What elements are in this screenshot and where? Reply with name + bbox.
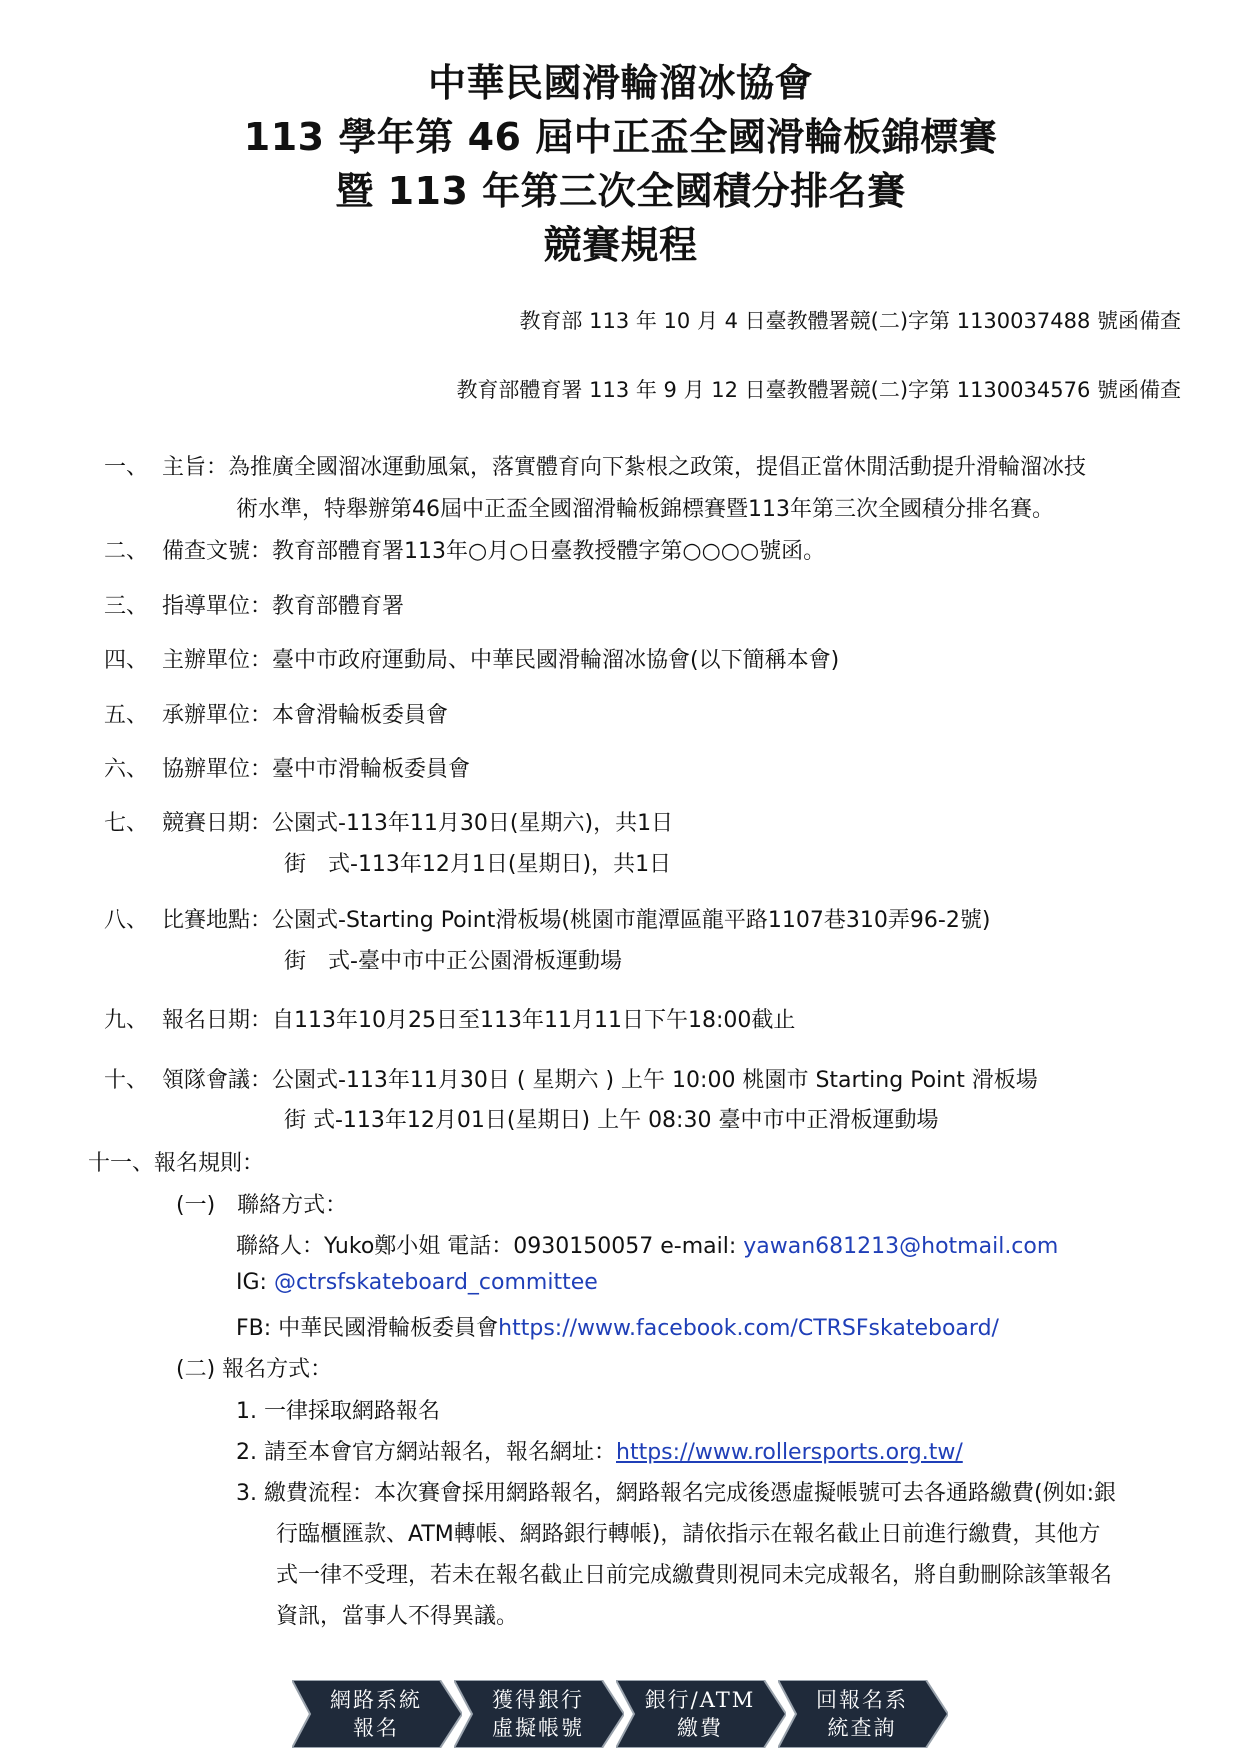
contact-line — [236, 1229, 1058, 1260]
title-line-3: 暨 113 年第三次全國積分排名賽 — [335, 169, 906, 213]
section-6-text: 協辦單位：臺中市滑輪板委員會 — [162, 757, 471, 782]
title-line-1: 中華民國滑輪溜冰協會 — [427, 61, 813, 105]
section-11-heading: 十一、報名規則： — [88, 1151, 265, 1176]
registration-item-2-text: 2. 請至本會官方網站報名，報名網址： — [236, 1440, 616, 1465]
payment-flow-diagram — [292, 1680, 972, 1748]
contact-text: 聯絡人：Yuko鄭小姐 電話：0930150057 e-mail: — [236, 1234, 744, 1259]
flow-step-4-label: 回報名系 統查詢 — [816, 1688, 908, 1740]
section-5-text: 承辦單位：本會滑輪板委員會 — [162, 703, 449, 728]
reference-2: 教育部體育署 113 年 9 月 12 日臺教體署競(二)字第 1130034576 號函備查 — [456, 378, 1181, 402]
section-8-number: 八、 — [104, 908, 149, 933]
registration-item-1: 1. 一律採取網路報名 — [236, 1399, 440, 1424]
email-link[interactable]: yawan681213@hotmail.com — [743, 1234, 1059, 1259]
section-7-text-cont: 街 式-113年12月1日(星期日)，共1日 — [284, 852, 672, 877]
fb-link[interactable]: https://www.facebook.com/CTRSFskateboard/ — [498, 1316, 999, 1341]
flow-step-2-label: 獲得銀行 虛擬帳號 — [492, 1688, 584, 1740]
registration-method-heading: (二) 報名方式： — [176, 1357, 333, 1382]
section-1-text-cont: 術水準，特舉辦第46屆中正盃全國溜滑輪板錦標賽暨113年第三次全國積分排名賽。 — [236, 497, 1054, 522]
registration-item-3-cont-3: 資訊，當事人不得異議。 — [276, 1604, 519, 1629]
section-4-text: 主辦單位：臺中市政府運動局、中華民國滑輪溜冰協會(以下簡稱本會) — [162, 648, 840, 673]
registration-item-3-cont-2: 式一律不受理，若未在報名截止日前完成繳費則視同未完成報名，將自動刪除該筆報名 — [276, 1563, 1113, 1588]
section-3-number: 三、 — [104, 594, 149, 619]
ig-link[interactable]: @ctrsfskateboard_committee — [273, 1270, 598, 1295]
section-9-text: 報名日期：自113年10月25日至113年11月11日下午18:00截止 — [162, 1008, 796, 1033]
section-1-number: 一、 — [104, 455, 149, 480]
section-3-text: 指導單位：教育部體育署 — [162, 594, 405, 619]
fb-label: FB: 中華民國滑輪板委員會 — [236, 1316, 499, 1341]
section-7-number: 七、 — [104, 811, 149, 836]
registration-item-3-cont-1: 行臨櫃匯款、ATM轉帳、網路銀行轉帳)，請依指示在報名截止日前進行繳費，其他方 — [276, 1522, 1101, 1547]
title-line-4: 競賽規程 — [543, 223, 698, 267]
flow-step-1-label: 網路系統 報名 — [330, 1688, 422, 1740]
section-5-number: 五、 — [104, 703, 149, 728]
section-10-text: 領隊會議：公園式-113年11月30日 ( 星期六 ) 上午 10:00 桃園市 Starting Point 滑板場 — [162, 1068, 1038, 1093]
section-9-number: 九、 — [104, 1008, 149, 1033]
reference-1: 教育部 113 年 10 月 4 日臺教體署競(二)字第 1130037488 號函備查 — [519, 309, 1181, 333]
fb-line — [236, 1311, 999, 1342]
document-title — [0, 56, 1241, 272]
section-8-text-cont: 街 式-臺中市中正公園滑板運動場 — [284, 949, 622, 974]
section-2-text: 備查文號：教育部體育署113年○月○日臺教授體字第○○○○號函。 — [162, 539, 826, 564]
flow-step-4 — [778, 1680, 948, 1748]
section-7-text: 競賽日期：公園式-113年11月30日(星期六)，共1日 — [162, 811, 674, 836]
registration-item-2 — [236, 1435, 963, 1466]
title-line-2: 113 學年第 46 屆中正盃全國滑輪板錦標賽 — [243, 115, 998, 159]
section-6-number: 六、 — [104, 757, 149, 782]
flow-step-2 — [454, 1680, 624, 1748]
flow-step-1 — [292, 1680, 462, 1748]
section-1-text: 主旨：為推廣全國溜冰運動風氣，落實體育向下紮根之政策，提倡正當休閒活動提升滑輪溜冰技 — [162, 455, 1087, 480]
section-8-text: 比賽地點：公園式-Starting Point滑板場(桃園市龍潭區龍平路1107巷310弄96-2號) — [162, 908, 991, 933]
section-4-number: 四、 — [104, 648, 149, 673]
registration-item-3: 3. 繳費流程：本次賽會採用網路報名，網路報名完成後憑虛擬帳號可去各通路繳費(例如:銀 — [236, 1481, 1116, 1506]
section-2-number: 二、 — [104, 539, 149, 564]
section-10-text-cont: 街 式-113年12月01日(星期日) 上午 08:30 臺中市中正滑板運動場 — [284, 1108, 939, 1133]
ig-line — [236, 1270, 598, 1295]
contact-heading: (一) 聯絡方式： — [176, 1193, 348, 1218]
registration-website-link[interactable]: https://www.rollersports.org.tw/ — [616, 1440, 963, 1465]
section-10-number: 十、 — [104, 1068, 149, 1093]
ig-label: IG: — [236, 1270, 274, 1295]
flow-step-3 — [616, 1680, 786, 1748]
flow-step-3-label: 銀行/ATM 繳費 — [644, 1688, 756, 1740]
